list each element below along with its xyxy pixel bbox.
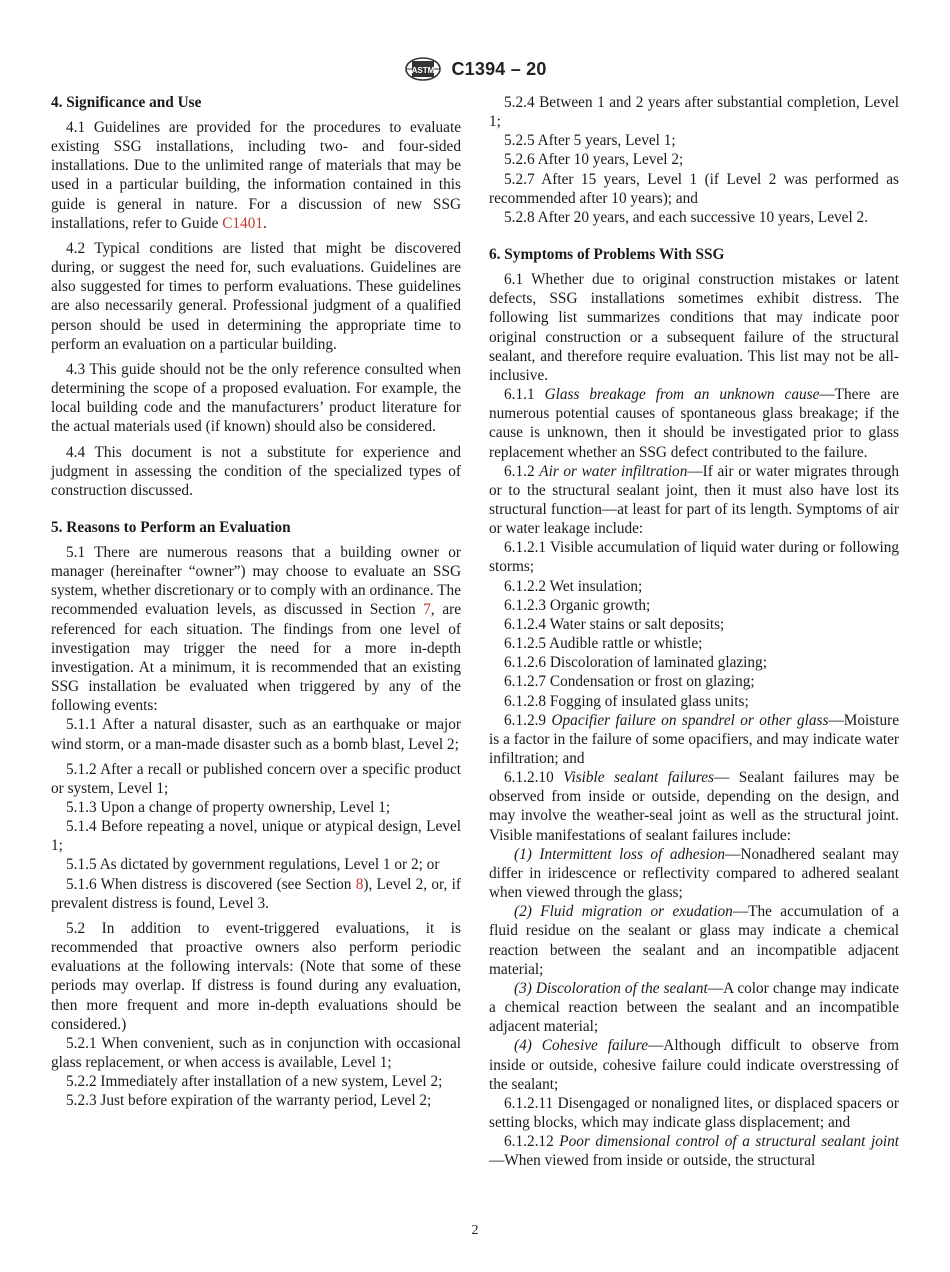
section-4-heading: 4. Significance and Use: [51, 94, 202, 111]
para-6-1-2-11: 6.1.2.11 Disengaged or nonaligned lites, or displaced spacers or setting blocks, which may indicate glass displacement; and: [489, 1094, 899, 1131]
para-4-3: 4.3 This guide should not be the only reference consulted when determining the scope of a proposed evaluation. For example, the local building code and the manufacturers’ product literature for the actual materials used (if known) should also be considered.: [51, 360, 461, 436]
para-5-1-5: 5.1.5 As dictated by government regulations, Level 1 or 2; or: [66, 856, 440, 874]
left-column: [51, 93, 461, 1111]
para-6-1: 6.1 Whether due to original construction mistakes or latent defects, SSG installations sometimes exhibit distress. The following list summarizes conditions that may indicate poor original construction or a subsequent failure of the structural sealant, and therefore require evaluation. This list may not be all-inclusive.: [489, 271, 899, 384]
page-number: 2: [471, 1223, 479, 1238]
ref-section-8-link[interactable]: 8: [355, 875, 364, 893]
list-item: (4) Cohesive failure—Although difficult to observe from inside or outside, cohesive failure could indicate overstressing of the sealant;: [489, 1037, 900, 1093]
para-5-1: 5.1 There are numerous reasons that a building owner or manager (hereinafter “owner”) may choose to evaluate an SSG system, whether discretionary or to comply with an ordinance. The recommended evaluation levels, as discussed in Section 7, are referenced for each situation. The findings from one level of investigation may trigger the need for a more in-depth investigation. At a minimum, it is recommended that an existing SSG installation be evaluated when triggered by any of the following events:: [51, 543, 461, 715]
para-5-1-6: 5.1.6 When distress is discovered (see Section 8), Level 2, or, if prevalent distress is found, Level 3.: [51, 875, 461, 912]
right-column: [489, 93, 899, 1170]
para-6-1-1: 6.1.1 Glass breakage from an unknown cause—There are numerous potential causes of spontaneous glass breakage; if the cause is unknown, then it should be investigated prior to glass replacement whether an SSG defect contributed to the failure.: [489, 386, 899, 461]
para-4-2: 4.2 Typical conditions are listed that might be discovered during, or suggest the need for, such evaluations. Guidelines are also suggested for times to perform evaluations. These guidelines are also necessarily general. Professional judgment of a qualified person should be used in determining the appropriate time to perform an evaluation on a particular building.: [51, 239, 461, 353]
para-5-2-8: 5.2.8 After 20 years, and each successive 10 years, Level 2.: [504, 208, 869, 226]
list-item: (1) Intermittent loss of adhesion—Nonadhered sealant may differ in iridescence or reflectivity compared to adhered sealant when viewed through the glass;: [489, 845, 899, 902]
para-6-1-2-3: 6.1.2.3 Organic growth;: [504, 596, 651, 614]
para-5-2-7: 5.2.7 After 15 years, Level 1 (if Level 2 was performed as recommended after 10 years); and: [489, 170, 899, 207]
para-6-1-2-1: 6.1.2.1 Visible accumulation of liquid water during or following storms;: [489, 539, 899, 576]
para-5-2-1: 5.2.1 When convenient, such as in conjunction with occasional glass replacement, or when access is available, Level 1;: [51, 1034, 461, 1072]
para-6-1-2-6: 6.1.2.6 Discoloration of laminated glazing;: [504, 654, 767, 672]
para-6-1-2-12: 6.1.2.12 Poor dimensional control of a structural sealant joint—When viewed from inside or outside, the structural: [489, 1133, 899, 1170]
para-6-1-2-10: 6.1.2.10 Visible sealant failures— Sealant failures may be observed from inside or outside, depending on the design, and may involve the weather-seal joint as well as the structural joint. Visible manifestations of sealant failures include:: [489, 769, 899, 844]
list-item: (2) Fluid migration or exudation—The accumulation of a fluid residue on the sealant or glass may indicate a chemical reaction between the sealant and an incompatible adjacent material;: [489, 903, 899, 978]
page-header: [0, 56, 950, 82]
ref-c1401-link[interactable]: C1401: [222, 214, 263, 232]
para-5-1-2: 5.1.2 After a recall or published concern over a specific product or system, Level 1;: [51, 760, 461, 797]
para-6-1-2-9: 6.1.2.9 Opacifier failure on spandrel or other glass—Moisture is a factor in the failure of some opacifiers, and may indicate water infiltration; and: [489, 711, 899, 767]
section-5-heading: 5. Reasons to Perform an Evaluation: [51, 518, 291, 536]
para-5-2-6: 5.2.6 After 10 years, Level 2;: [504, 151, 684, 169]
para-5-2-4: 5.2.4 Between 1 and 2 years after substantial completion, Level 1;: [489, 94, 899, 131]
section-6-heading: 6. Symptoms of Problems With SSG: [489, 246, 725, 264]
para-6-1-2-4: 6.1.2.4 Water stains or salt deposits;: [504, 615, 725, 633]
para-6-1-2-8: 6.1.2.8 Fogging of insulated glass units;: [504, 692, 749, 710]
svg-text:ASTM: ASTM: [412, 66, 435, 75]
astm-logo-icon: [403, 56, 443, 82]
para-5-2-5: 5.2.5 After 5 years, Level 1;: [504, 132, 676, 150]
para-4-4: 4.4 This document is not a substitute for experience and judgment in assessing the condition of the specialized types of construction discussed.: [51, 443, 461, 499]
para-4-1: 4.1 Guidelines are provided for the procedures to evaluate existing SSG installations, including two- and four-sided installations. Due to the unlimited range of materials that may be used in a particular building, the information contained in this guide is general in nature. For a discussion of new SSG installations, refer to Guide C1401.: [51, 119, 461, 232]
para-5-2-2: 5.2.2 Immediately after installation of a new system, Level 2;: [66, 1073, 443, 1091]
para-5-2-3: 5.2.3 Just before expiration of the warranty period, Level 2;: [66, 1092, 432, 1110]
para-6-1-2-2: 6.1.2.2 Wet insulation;: [504, 577, 643, 595]
document-id: C1394 – 20: [451, 58, 547, 79]
para-5-2: 5.2 In addition to event-triggered evaluations, it is recommended that proactive owners also perform periodic evaluations at the following intervals: (Note that some of these periods may overlap. If distress is found during any evaluation, then more frequent and more in-depth evaluations should be considered.): [51, 919, 461, 1033]
para-5-1-4: 5.1.4 Before repeating a novel, unique or atypical design, Level 1;: [51, 818, 461, 855]
list-item: (3) Discoloration of the sealant—A color change may indicate a chemical reaction between the sealant and an incompatible adjacent material;: [489, 979, 899, 1036]
para-6-1-2-7: 6.1.2.7 Condensation or frost on glazing;: [504, 673, 755, 691]
para-5-1-1: 5.1.1 After a natural disaster, such as an earthquake or major wind storm, or a man-made disaster such as a bomb blast, Level 2;: [51, 716, 461, 753]
ref-section-7-link[interactable]: 7: [423, 601, 431, 619]
para-6-1-2: 6.1.2 Air or water infiltration—If air or water migrates through or to the structural sealant joint, then it must also have lost its structural function—at least for part of its length. Symptoms of air or water leakage include:: [489, 462, 900, 538]
para-5-1-3: 5.1.3 Upon a change of property ownership, Level 1;: [66, 799, 391, 816]
para-6-1-2-5: 6.1.2.5 Audible rattle or whistle;: [504, 635, 703, 653]
